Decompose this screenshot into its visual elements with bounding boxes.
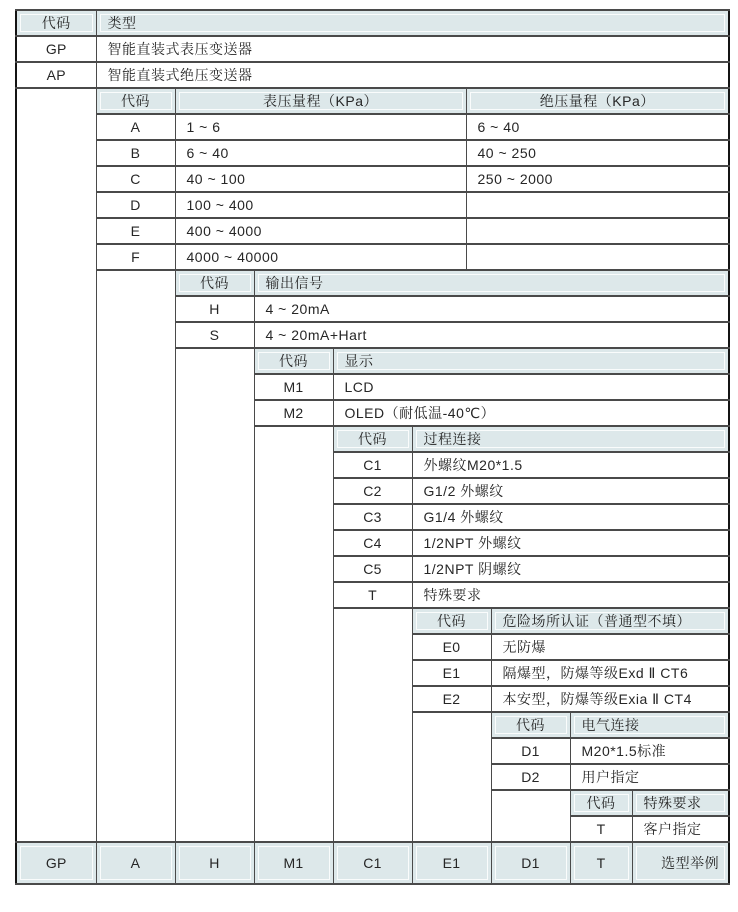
- code-cell: D1: [491, 738, 570, 764]
- desc-cell: 智能直装式表压变送器: [96, 36, 729, 62]
- code-cell: C5: [333, 556, 412, 582]
- code-cell: T: [333, 582, 412, 608]
- special-req-header-cell: 特殊要求: [632, 790, 729, 816]
- type-row-ap: [16, 62, 729, 88]
- type-header-row: [16, 10, 729, 36]
- code-cell: C4: [333, 530, 412, 556]
- code-cell: C2: [333, 478, 412, 504]
- code-header-cell: 代码: [333, 426, 412, 452]
- type-header-cell: 类型: [96, 10, 729, 36]
- desc-cell: 4 ~ 20mA: [254, 296, 729, 322]
- desc-cell: G1/4 外螺纹: [412, 504, 729, 530]
- spacer-cell: [96, 270, 175, 842]
- code-cell: GP: [16, 36, 96, 62]
- abs-range-cell: 250 ~ 2000: [466, 166, 729, 192]
- gauge-range-cell: 40 ~ 100: [175, 166, 466, 192]
- spacer-cell: [175, 348, 254, 842]
- desc-cell: G1/2 外螺纹: [412, 478, 729, 504]
- example-code-cell: H: [175, 842, 254, 884]
- code-cell: E0: [412, 634, 491, 660]
- desc-cell: 客户指定: [632, 816, 729, 842]
- range-header-row: [16, 88, 729, 114]
- model-selection-table: [15, 9, 730, 885]
- display-header-cell: 显示: [333, 348, 729, 374]
- range-row: [16, 218, 729, 244]
- range-row: [16, 114, 729, 140]
- spacer-cell: [491, 790, 570, 842]
- example-code-cell: D1: [491, 842, 570, 884]
- code-cell: M2: [254, 400, 333, 426]
- example-code-cell: M1: [254, 842, 333, 884]
- example-code-cell: C1: [333, 842, 412, 884]
- code-cell: E1: [412, 660, 491, 686]
- desc-cell: 用户指定: [570, 764, 729, 790]
- desc-cell: 无防爆: [491, 634, 729, 660]
- code-cell: C1: [333, 452, 412, 478]
- code-cell: E2: [412, 686, 491, 712]
- range-row: [16, 166, 729, 192]
- desc-cell: 4 ~ 20mA+Hart: [254, 322, 729, 348]
- gauge-range-cell: 100 ~ 400: [175, 192, 466, 218]
- desc-cell: LCD: [333, 374, 729, 400]
- abs-range-cell: 40 ~ 250: [466, 140, 729, 166]
- example-code-cell: T: [570, 842, 632, 884]
- example-code-cell: A: [96, 842, 175, 884]
- code-cell: F: [96, 244, 175, 270]
- gauge-range-cell: 4000 ~ 40000: [175, 244, 466, 270]
- selection-table-wrap: [15, 9, 730, 885]
- code-cell: T: [570, 816, 632, 842]
- spacer-cell: [254, 426, 333, 842]
- hazard-cert-header-cell: 危险场所认证（普通型不填）: [491, 608, 729, 634]
- code-cell: C: [96, 166, 175, 192]
- code-header-cell: 代码: [175, 270, 254, 296]
- spacer-cell: [333, 608, 412, 842]
- abs-range-cell: [466, 244, 729, 270]
- code-cell: A: [96, 114, 175, 140]
- code-cell: M1: [254, 374, 333, 400]
- example-code-cell: GP: [16, 842, 96, 884]
- code-cell: D: [96, 192, 175, 218]
- code-header-cell: 代码: [491, 712, 570, 738]
- desc-cell: 外螺纹M20*1.5: [412, 452, 729, 478]
- abs-range-cell: 6 ~ 40: [466, 114, 729, 140]
- code-cell: AP: [16, 62, 96, 88]
- code-cell: C3: [333, 504, 412, 530]
- code-header-cell: 代码: [412, 608, 491, 634]
- example-row: [16, 842, 729, 884]
- code-cell: H: [175, 296, 254, 322]
- code-header-cell: 代码: [96, 88, 175, 114]
- code-header-cell: 代码: [16, 10, 96, 36]
- code-header-cell: 代码: [570, 790, 632, 816]
- gauge-range-cell: 1 ~ 6: [175, 114, 466, 140]
- abs-range-cell: [466, 192, 729, 218]
- desc-cell: OLED（耐低温-40℃）: [333, 400, 729, 426]
- code-cell: E: [96, 218, 175, 244]
- code-header-cell: 代码: [254, 348, 333, 374]
- gauge-range-cell: 400 ~ 4000: [175, 218, 466, 244]
- gauge-range-header-cell: 表压量程（KPa）: [175, 88, 466, 114]
- output-signal-header-cell: 输出信号: [254, 270, 729, 296]
- code-cell: S: [175, 322, 254, 348]
- desc-cell: 隔爆型，防爆等级Exd Ⅱ CT6: [491, 660, 729, 686]
- range-row: [16, 140, 729, 166]
- output-signal-header-row: [16, 270, 729, 296]
- range-row: [16, 244, 729, 270]
- code-cell: B: [96, 140, 175, 166]
- spacer-cell: [16, 88, 96, 842]
- desc-cell: 1/2NPT 阴螺纹: [412, 556, 729, 582]
- abs-range-header-cell: 绝压量程（KPa）: [466, 88, 729, 114]
- gauge-range-cell: 6 ~ 40: [175, 140, 466, 166]
- example-code-cell: E1: [412, 842, 491, 884]
- spacer-cell: [412, 712, 491, 842]
- desc-cell: M20*1.5标准: [570, 738, 729, 764]
- abs-range-cell: [466, 218, 729, 244]
- desc-cell: 1/2NPT 外螺纹: [412, 530, 729, 556]
- code-cell: D2: [491, 764, 570, 790]
- desc-cell: 智能直装式绝压变送器: [96, 62, 729, 88]
- process-connection-header-cell: 过程连接: [412, 426, 729, 452]
- range-row: [16, 192, 729, 218]
- electrical-header-cell: 电气连接: [570, 712, 729, 738]
- type-row-gp: [16, 36, 729, 62]
- example-label-cell: 选型举例: [632, 842, 729, 884]
- desc-cell: 特殊要求: [412, 582, 729, 608]
- desc-cell: 本安型，防爆等级Exia Ⅱ CT4: [491, 686, 729, 712]
